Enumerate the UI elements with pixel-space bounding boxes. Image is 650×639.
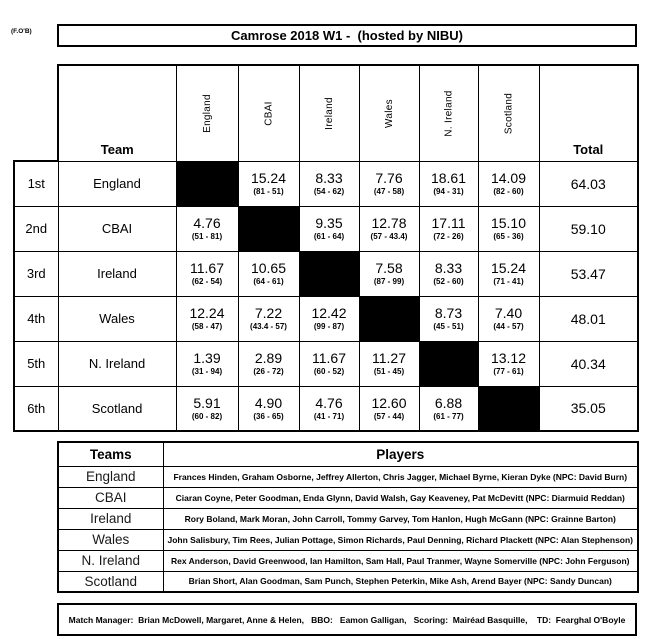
diagonal-cell <box>359 296 419 341</box>
players-team-cell: Wales <box>58 529 163 550</box>
score-detail: (61 - 77) <box>433 411 464 421</box>
score-value: 12.60 <box>371 394 407 411</box>
score-detail: (65 - 36) <box>493 232 524 241</box>
score-detail: (58 - 47) <box>191 322 223 331</box>
score-detail: (87 - 99) <box>373 277 405 286</box>
score-cell <box>359 386 419 431</box>
score-cell <box>176 296 238 341</box>
score-cell <box>478 251 539 296</box>
score-cell <box>359 206 419 251</box>
score-value: 4.76 <box>193 215 221 231</box>
score-value: 8.33 <box>315 170 343 186</box>
team-cell: England <box>58 161 176 206</box>
players-row-n-ireland <box>58 550 638 571</box>
teams-column-header: Teams <box>58 442 163 466</box>
score-detail: (52 - 60) <box>433 277 464 286</box>
table-row-ireland <box>14 251 638 296</box>
score-detail: (60 - 52) <box>313 367 345 376</box>
score-detail: (47 - 58) <box>373 187 405 196</box>
players-row-ireland <box>58 508 638 529</box>
col-header-n-ireland-label: N. Ireland <box>443 90 454 137</box>
score-cell <box>478 206 539 251</box>
score-detail: (99 - 87) <box>313 322 345 331</box>
col-header-scotland <box>478 65 539 161</box>
score-detail: (82 - 60) <box>493 187 524 196</box>
col-header-wales <box>359 65 419 161</box>
score-value: 13.12 <box>490 350 527 366</box>
score-detail: (26 - 72) <box>253 367 284 376</box>
players-team-cell: Scotland <box>58 571 163 592</box>
total-cell: 64.03 <box>539 161 638 206</box>
score-cell <box>299 341 359 386</box>
score-cell <box>419 161 478 206</box>
score-cell <box>176 206 238 251</box>
score-value: 7.58 <box>375 260 403 276</box>
score-detail: (77 - 61) <box>493 367 524 376</box>
score-cell <box>238 341 299 386</box>
score-detail: (57 - 44) <box>373 411 405 421</box>
score-cell <box>478 161 539 206</box>
crosstable-header-row <box>14 65 638 161</box>
col-header-cbai-label: CBAI <box>263 100 274 126</box>
score-detail: (72 - 26) <box>433 232 464 241</box>
score-detail: (81 - 51) <box>253 187 284 196</box>
score-value: 9.35 <box>315 215 343 231</box>
players-list-cell: Rex Anderson, David Greenwood, Ian Hamilton, Sam Hall, Paul Tranmer, Wayne Somerville (NPC: John Ferguson) <box>163 550 638 571</box>
score-value: 4.76 <box>315 394 343 411</box>
diagonal-cell <box>299 251 359 296</box>
title-box <box>57 24 637 47</box>
score-detail: (44 - 57) <box>493 322 524 331</box>
diagonal-cell <box>419 341 478 386</box>
score-cell <box>419 206 478 251</box>
col-header-wales-label: Wales <box>383 98 395 128</box>
score-value: 8.73 <box>434 305 463 321</box>
score-value: 4.90 <box>254 394 283 411</box>
score-value: 7.22 <box>254 305 283 321</box>
score-detail: (45 - 51) <box>433 322 464 331</box>
team-cell: N. Ireland <box>58 341 176 386</box>
score-cell <box>238 386 299 431</box>
rank-cell: 5th <box>14 341 58 386</box>
score-value: 18.61 <box>430 170 467 186</box>
score-cell <box>238 161 299 206</box>
score-value: 6.88 <box>434 394 463 411</box>
col-header-ireland <box>299 65 359 161</box>
players-row-england <box>58 466 638 487</box>
players-row-scotland <box>58 571 638 592</box>
players-row-cbai <box>58 487 638 508</box>
score-value: 17.11 <box>431 215 466 231</box>
players-row-wales <box>58 529 638 550</box>
players-list-cell: Frances Hinden, Graham Osborne, Jeffrey Allerton, Chris Jagger, Michael Byrne, Kieran Dyke (NPC: David Burn) <box>163 466 638 487</box>
score-cell <box>359 161 419 206</box>
players-table-container <box>57 441 639 593</box>
score-cell <box>478 341 539 386</box>
score-cell <box>419 251 478 296</box>
col-header-cbai <box>238 65 299 161</box>
score-value: 7.40 <box>494 305 523 321</box>
rank-cell: 6th <box>14 386 58 431</box>
players-list-cell: Brian Short, Alan Goodman, Sam Punch, Stephen Peterkin, Mike Ash, Arend Bayer (NPC: Sandy Duncan) <box>163 571 638 592</box>
score-value: 11.27 <box>372 350 406 366</box>
players-team-cell: CBAI <box>58 487 163 508</box>
col-header-england <box>176 65 238 161</box>
score-value: 7.76 <box>375 170 403 186</box>
score-detail: (71 - 41) <box>493 277 524 286</box>
col-header-n-ireland <box>419 65 478 161</box>
team-column-header: Team <box>58 65 176 161</box>
total-cell: 53.47 <box>539 251 638 296</box>
players-list-cell: Rory Boland, Mark Moran, John Carroll, Tommy Garvey, Tom Hanlon, Hugh McGann (NPC: Grainne Barton) <box>163 508 638 529</box>
table-row-n-ireland <box>14 341 638 386</box>
col-header-england-label: England <box>201 93 213 133</box>
score-cell <box>238 251 299 296</box>
col-header-ireland-label: Ireland <box>323 96 335 130</box>
score-value: 15.24 <box>490 260 527 276</box>
total-cell: 35.05 <box>539 386 638 431</box>
score-value: 14.09 <box>490 170 527 186</box>
score-cell <box>299 296 359 341</box>
rank-cell: 4th <box>14 296 58 341</box>
rank-cell: 3rd <box>14 251 58 296</box>
score-value: 12.78 <box>371 215 407 231</box>
score-value: 1.39 <box>193 350 221 366</box>
team-cell: Scotland <box>58 386 176 431</box>
score-value: 5.91 <box>193 394 221 411</box>
score-value: 10.65 <box>250 260 287 276</box>
players-team-cell: Ireland <box>58 508 163 529</box>
score-cell <box>419 386 478 431</box>
score-detail: (94 - 31) <box>433 187 464 196</box>
score-detail: (41 - 71) <box>313 411 345 421</box>
score-detail: (31 - 94) <box>191 367 223 376</box>
score-detail: (57 - 43.4) <box>370 232 408 241</box>
officials-text: Match Manager: Brian McDowell, Margaret, Anne & Helen, BBO: Eamon Galligan, Scoring: Mairéad Basquille, TD: Fearghal O'Boyle <box>68 614 626 625</box>
total-cell: 59.10 <box>539 206 638 251</box>
score-cell <box>299 386 359 431</box>
players-table-header-row <box>58 442 638 466</box>
score-cell <box>359 251 419 296</box>
crosstable-container <box>13 64 639 432</box>
total-cell: 48.01 <box>539 296 638 341</box>
score-detail: (36 - 65) <box>253 411 284 421</box>
team-cell: CBAI <box>58 206 176 251</box>
rank-cell: 1st <box>14 161 58 206</box>
rank-header-spacer <box>14 65 58 161</box>
score-cell <box>299 161 359 206</box>
score-value: 8.33 <box>434 260 463 276</box>
team-cell: Ireland <box>58 251 176 296</box>
total-column-header: Total <box>539 65 638 161</box>
players-table <box>57 441 639 593</box>
total-cell: 40.34 <box>539 341 638 386</box>
table-row-scotland <box>14 386 638 431</box>
score-cell <box>478 296 539 341</box>
score-value: 11.67 <box>312 350 346 366</box>
score-cell <box>238 296 299 341</box>
score-cell <box>176 251 238 296</box>
score-detail: (61 - 64) <box>313 232 345 241</box>
score-cell <box>176 386 238 431</box>
players-team-cell: N. Ireland <box>58 550 163 571</box>
score-value: 2.89 <box>254 350 283 366</box>
corner-label: (F.O'B) <box>11 28 32 35</box>
score-cell <box>419 296 478 341</box>
score-value: 15.24 <box>250 170 287 186</box>
table-row-wales <box>14 296 638 341</box>
players-list-cell: John Salisbury, Tim Rees, Julian Pottage, Simon Richards, Paul Denning, Richard Plackett (NPC: Alan Stephenson) <box>163 529 638 550</box>
officials-footer-box <box>57 603 637 636</box>
score-detail: (51 - 81) <box>191 232 223 241</box>
score-value: 11.67 <box>190 260 224 276</box>
score-value: 15.10 <box>490 215 527 231</box>
score-value: 12.24 <box>189 305 225 321</box>
score-detail: (54 - 62) <box>313 187 345 196</box>
col-header-scotland-label: Scotland <box>503 92 514 134</box>
crosstable <box>13 64 639 432</box>
players-column-header: Players <box>163 442 638 466</box>
score-detail: (43.4 - 57) <box>250 322 287 331</box>
score-detail: (64 - 61) <box>253 277 284 286</box>
score-value: 12.42 <box>311 305 347 321</box>
score-cell <box>299 206 359 251</box>
diagonal-cell <box>478 386 539 431</box>
players-list-cell: Ciaran Coyne, Peter Goodman, Enda Glynn, David Walsh, Gay Keaveney, Pat McDevitt (NPC: Diarmuid Reddan) <box>163 487 638 508</box>
players-team-cell: England <box>58 466 163 487</box>
rank-cell: 2nd <box>14 206 58 251</box>
score-detail: (51 - 45) <box>373 367 405 376</box>
page-title: Camrose 2018 W1 - (hosted by NIBU) <box>231 28 463 43</box>
score-detail: (62 - 54) <box>191 277 223 286</box>
team-cell: Wales <box>58 296 176 341</box>
score-cell <box>359 341 419 386</box>
score-detail: (60 - 82) <box>191 411 223 421</box>
table-row-england <box>14 161 638 206</box>
diagonal-cell <box>238 206 299 251</box>
score-cell <box>176 341 238 386</box>
diagonal-cell <box>176 161 238 206</box>
table-row-cbai <box>14 206 638 251</box>
